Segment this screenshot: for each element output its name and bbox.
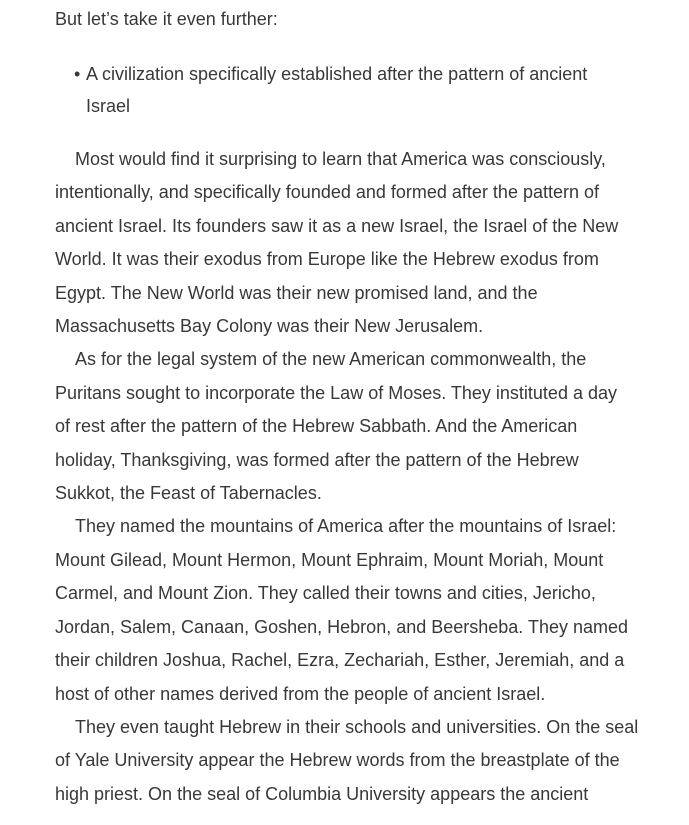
paragraph-line: host of other names derived from the people of ancient Israel. (55, 683, 546, 704)
paragraph-line: high priest. On the seal of Columbia University appears the ancient (55, 783, 589, 804)
paragraph-line: Jordan, Salem, Canaan, Goshen, Hebron, and Beersheba. They named (55, 616, 629, 637)
paragraph-line: They named the mountains of America after the mountains of Israel: (75, 516, 617, 537)
paragraph-line: Egypt. The New World was their new promised land, and the (55, 282, 538, 303)
paragraph-line: Massachusetts Bay Colony was their New Jerusalem. (55, 316, 484, 337)
bullet-line: Israel (86, 96, 131, 116)
paragraph-line: their children Joshua, Rachel, Ezra, Zechariah, Esther, Jeremiah, and a (55, 650, 625, 671)
paragraph (55, 711, 683, 811)
bullet-item (74, 58, 654, 122)
paragraph-line: World. It was their exodus from Europe like the Hebrew exodus from (55, 249, 599, 270)
paragraph-line: Most would find it surprising to learn that America was consciously, (75, 149, 606, 169)
bullet-list (74, 58, 654, 122)
paragraph-line: intentionally, and specifically founded and formed after the pattern of (55, 182, 600, 203)
bullet-dot-icon: • (74, 64, 81, 84)
paragraph-line: holiday, Thanksgiving, was formed after the pattern of the Hebrew (55, 449, 579, 470)
paragraph-line: Puritans sought to incorporate the Law of Moses. They instituted a day (55, 382, 617, 403)
body-text (55, 143, 683, 811)
paragraph-line: Carmel, and Mount Zion. They called their towns and cities, Jericho, (55, 583, 596, 604)
paragraph-line: They even taught Hebrew in their schools and universities. On the seal (75, 716, 639, 737)
paragraph (55, 143, 683, 343)
paragraph (55, 510, 683, 710)
paragraph-line: As for the legal system of the new American commonwealth, the (75, 349, 587, 370)
paragraph-line: Mount Gilead, Mount Hermon, Mount Ephraim, Mount Moriah, Mount (55, 549, 604, 570)
paragraph-line: of rest after the pattern of the Hebrew Sabbath. And the American (55, 416, 578, 437)
paragraph (55, 343, 683, 510)
bullet-line: A civilization specifically established after the pattern of ancient (86, 64, 588, 84)
paragraph-line: of Yale University appear the Hebrew words from the breastplate of the (55, 750, 620, 771)
intro-line: But let’s take it even further: (55, 9, 278, 29)
paragraph-line: Sukkot, the Feast of Tabernacles. (55, 483, 322, 504)
paragraph-line: ancient Israel. Its founders saw it as a new Israel, the Israel of the New (55, 215, 619, 236)
